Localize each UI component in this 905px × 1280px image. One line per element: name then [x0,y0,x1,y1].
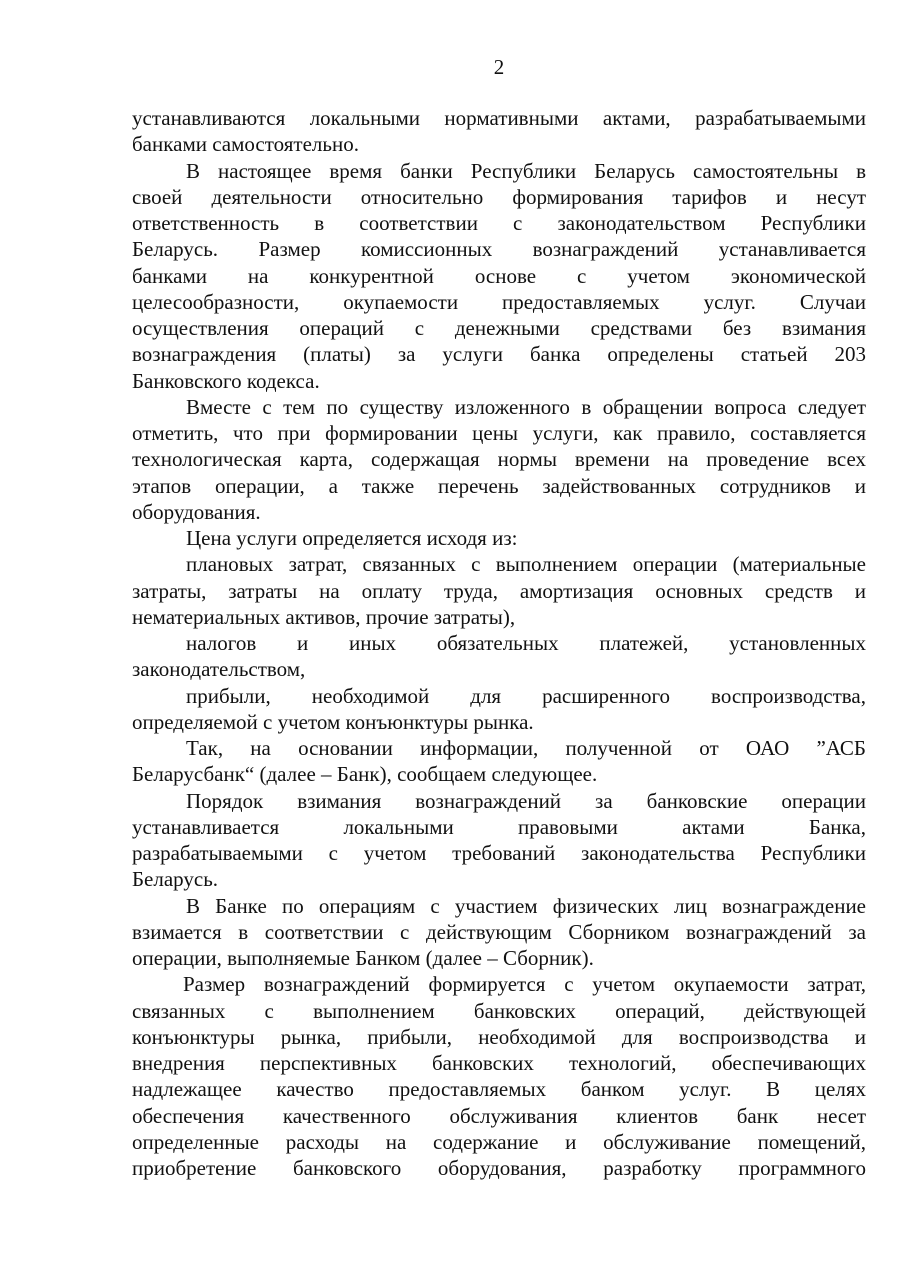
paragraph [132,105,866,158]
text-line: технологическая карта, содержащая нормы времени на проведение всех [132,447,866,472]
paragraph [132,158,866,394]
paragraph [132,735,866,788]
text-line: нематериальных активов, прочие затраты), [132,604,516,629]
text-line: прибыли, необходимой для расширенного воспроизводства, [186,683,866,708]
paragraph [132,971,866,1181]
text-line: вознаграждения (платы) за услуги банка определены статьей 203 [132,342,866,367]
paragraph [132,525,866,551]
text-line: целесообразности, окупаемости предоставляемых услуг. Случаи [132,289,866,314]
text-line: оборудования. [132,499,261,524]
text-line: внедрения перспективных банковских технологий, обеспечивающих [132,1051,866,1075]
text-line: законодательством, [132,657,306,682]
paragraph [132,630,866,683]
text-line: осуществления операций с денежными средствами без взимания [132,316,866,340]
text-line: приобретение банковского оборудования, разработку программного [132,1156,866,1180]
text-line: операции, выполняемые Банком (далее – Сборник). [132,946,594,970]
text-line: разрабатываемыми с учетом требований законодательства Республики [132,841,866,865]
text-line: В настоящее время банки Республики Беларусь самостоятельны в [186,158,866,183]
document-body [132,105,866,1181]
paragraph [132,551,866,630]
text-line: взимается в соответствии с действующим Сборником вознаграждений за [132,919,866,944]
text-line: банками самостоятельно. [132,132,359,157]
text-line: устанавливается локальными правовыми актами Банка, [132,814,866,839]
paragraph [132,683,866,736]
text-line: конъюнктуры рынка, прибыли, необходимой для воспроизводства и [132,1024,866,1049]
text-line: банками на конкурентной основе с учетом экономической [132,263,866,288]
text-line: Так, на основании информации, полученной от ОАО ”АСБ [186,736,866,760]
text-line: плановых затрат, связанных с выполнением операции (материальные [186,552,866,577]
text-line: Беларусь. [132,867,219,892]
text-line: обеспечения качественного обслуживания клиентов банк несет [132,1103,866,1128]
text-line: затраты, затраты на оплату труда, амортизация основных средств и [132,578,866,603]
text-line: этапов операции, а также перечень задействованных сотрудников и [132,473,866,498]
text-line: Порядок взимания вознаграждений за банковские операции [186,788,866,813]
paragraph [132,394,866,525]
paragraph [132,788,866,893]
text-line: своей деятельности относительно формирования тарифов и несут [132,184,866,209]
page-number: 2 [493,55,505,79]
text-line: Вместе с тем по существу изложенного в обращении вопроса следует [186,394,866,419]
text-line: налогов и иных обязательных платежей, установленных [186,631,866,655]
text-line: устанавливаются локальными нормативными актами, разрабатываемыми [132,106,866,130]
text-line: отметить, что при формировании цены услуги, как правило, составляется [132,421,866,445]
paragraph [132,893,866,972]
text-line: определенные расходы на содержание и обслуживание помещений, [132,1129,866,1154]
text-line: Размер вознаграждений формируется с учетом окупаемости затрат, [183,972,866,997]
text-line: связанных с выполнением банковских операций, действующей [132,998,866,1023]
text-line: Беларусбанк“ (далее – Банк), сообщаем следующее. [132,762,598,787]
text-line: Цена услуги определяется исходя из: [186,526,518,550]
text-line: определяемой с учетом конъюнктуры рынка. [132,709,534,734]
text-line: Банковского кодекса. [132,368,320,393]
text-line: В Банке по операциям с участием физических лиц вознаграждение [186,893,866,918]
text-line: Беларусь. Размер комиссионных вознаграждений устанавливается [132,237,866,262]
text-line: надлежащее качество предоставляемых банком услуг. В целях [132,1077,866,1102]
text-line: ответственность в соответствии с законодательством Республики [132,211,866,235]
